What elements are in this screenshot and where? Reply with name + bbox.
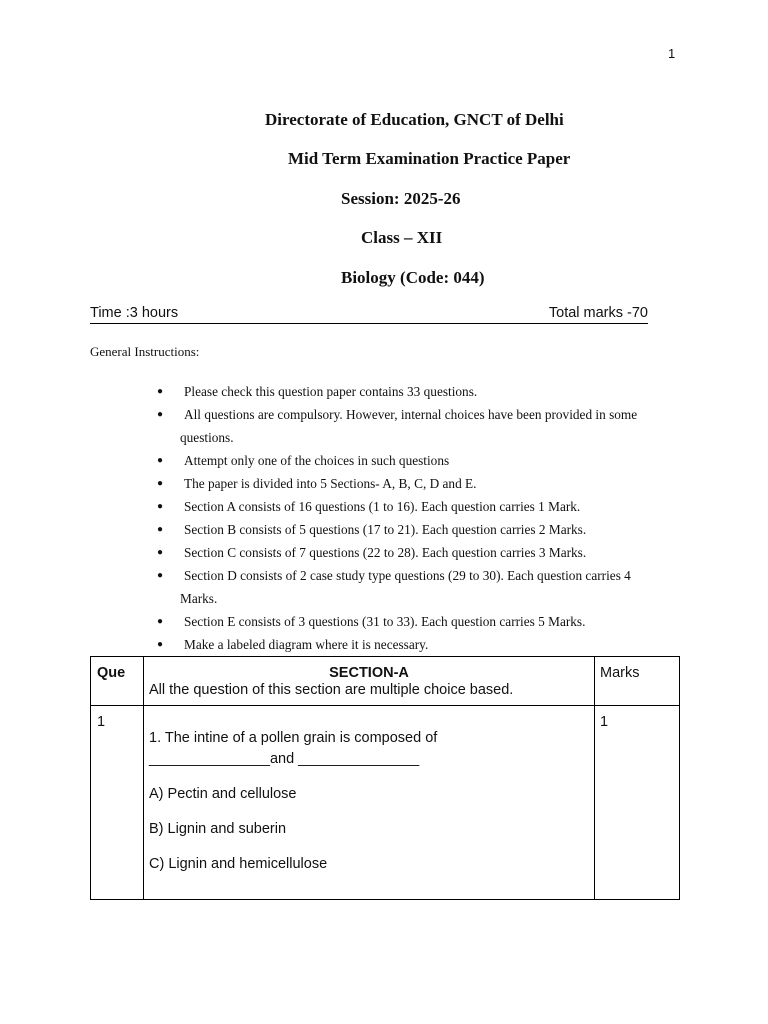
instruction-text: Section A consists of 16 questions (1 to 16). Each question carries 1 Mark. [184, 499, 581, 514]
table-row [91, 706, 680, 900]
header-directorate: Directorate of Education, GNCT of Delhi [265, 110, 564, 129]
instruction-item [0, 403, 768, 449]
marks-header: Marks [600, 665, 640, 681]
exam-meta-row [90, 305, 648, 324]
bullet-icon: ● [157, 478, 164, 489]
instruction-item [0, 518, 768, 541]
bullet-icon: ● [157, 524, 164, 535]
time-allowed: Time :3 hours [90, 305, 179, 321]
question-table [90, 656, 680, 900]
instruction-text: All questions are compulsory. However, internal choices have been provided in some [184, 407, 638, 422]
total-marks: Total marks -70 [548, 305, 648, 321]
bullet-icon: ● [157, 386, 164, 397]
instruction-item [0, 541, 768, 564]
instructions-list [0, 380, 768, 656]
question-body [144, 706, 594, 875]
que-header-cell [91, 657, 144, 706]
section-subtitle: All the question of this section are multiple choice based. [149, 682, 514, 698]
instruction-item [0, 380, 768, 403]
bullet-icon: ● [157, 455, 164, 466]
option-a: A) Pectin and cellulose [149, 786, 297, 802]
bullet-icon: ● [157, 570, 164, 581]
header-class: Class – XII [361, 228, 443, 247]
section-header-cell [144, 657, 595, 706]
bullet-icon: ● [157, 409, 164, 420]
instruction-item [0, 495, 768, 518]
instruction-text: Section D consists of 2 case study type questions (29 to 30). Each question carries 4 [184, 568, 631, 583]
question-body-cell [144, 706, 595, 900]
instruction-item [0, 610, 768, 633]
option-b: B) Lignin and suberin [149, 821, 287, 837]
table-header-row [91, 657, 680, 706]
header-subject: Biology (Code: 044) [341, 268, 485, 287]
instruction-text: Attempt only one of the choices in such questions [184, 453, 450, 468]
question-blanks: _______________and _______________ [149, 751, 420, 767]
general-instructions-label: General Instructions: [90, 344, 200, 359]
section-title: SECTION-A [329, 665, 409, 681]
instruction-item [0, 472, 768, 495]
question-number: 1 [97, 714, 106, 730]
instruction-text: Section C consists of 7 questions (22 to 28). Each question carries 3 Marks. [184, 545, 587, 560]
header-session: Session: 2025-26 [341, 189, 461, 208]
bullet-icon: ● [157, 639, 164, 650]
instruction-text: The paper is divided into 5 Sections- A, B, C, D and E. [184, 476, 477, 491]
instruction-continuation: Marks. [180, 591, 218, 606]
question-marks-cell [595, 706, 680, 900]
que-header: Que [97, 665, 126, 681]
instruction-continuation: questions. [180, 430, 234, 445]
instruction-item [0, 633, 768, 656]
page-number: 1 [668, 46, 676, 61]
marks-header-cell [595, 657, 680, 706]
instruction-item [0, 564, 768, 610]
option-c: C) Lignin and hemicellulose [149, 856, 328, 872]
instruction-text: Section E consists of 3 questions (31 to 33). Each question carries 5 Marks. [184, 614, 586, 629]
instruction-item [0, 449, 768, 472]
question-number-cell [91, 706, 144, 900]
header-exam-title: Mid Term Examination Practice Paper [288, 149, 571, 168]
instruction-text: Please check this question paper contains 33 questions. [184, 384, 478, 399]
bullet-icon: ● [157, 616, 164, 627]
bullet-icon: ● [157, 501, 164, 512]
question-text: 1. The intine of a pollen grain is composed of [149, 730, 438, 746]
instruction-text: Make a labeled diagram where it is necessary. [184, 637, 429, 652]
bullet-icon: ● [157, 547, 164, 558]
question-marks: 1 [600, 714, 609, 730]
instruction-text: Section B consists of 5 questions (17 to 21). Each question carries 2 Marks. [184, 522, 587, 537]
